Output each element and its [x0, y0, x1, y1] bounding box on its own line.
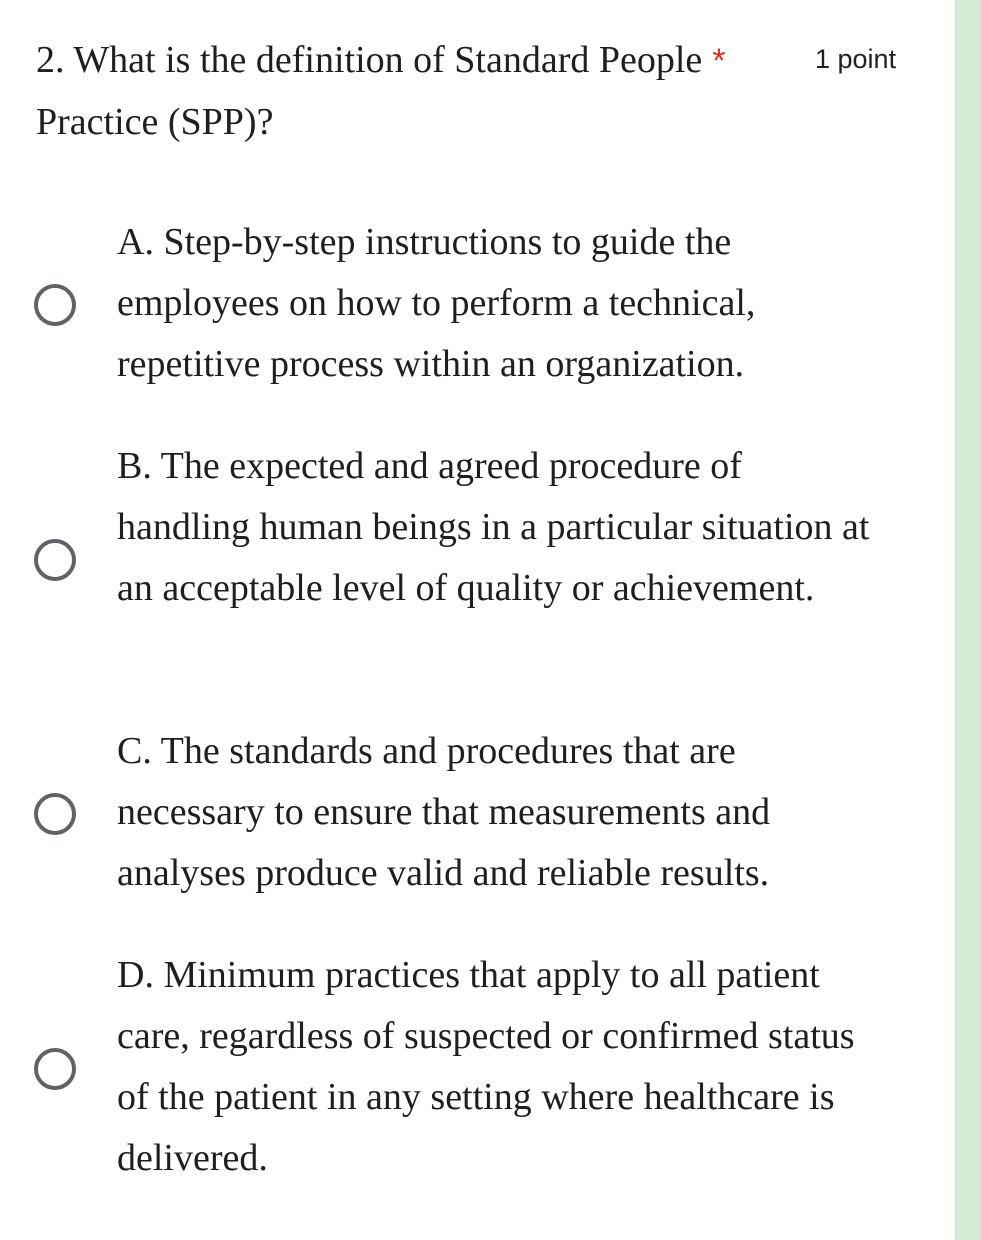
option-a[interactable] — [0, 212, 950, 398]
option-b[interactable] — [0, 436, 950, 683]
option-c-label: C. The standards and procedures that are necessary to ensure that measurements and analyses produce valid and reliable results. — [117, 730, 771, 894]
radio-option-b[interactable] — [34, 539, 76, 581]
option-d[interactable] — [0, 945, 950, 1192]
question-title-line1: 2. What is the definition of Standard People — [36, 39, 703, 81]
option-c[interactable] — [0, 721, 950, 907]
radio-option-d[interactable] — [34, 1048, 76, 1090]
option-a-label: A. Step-by-step instructions to guide the employees on how to perform a technical, repetitive process within an organization. — [117, 221, 756, 385]
question-title-line2: Practice (SPP)? — [36, 101, 274, 143]
question-title — [36, 30, 776, 153]
points-label: 1 point — [815, 44, 897, 74]
side-strip — [955, 0, 981, 1240]
radio-option-a[interactable] — [34, 284, 76, 326]
option-d-label: D. Minimum practices that apply to all patient care, regardless of suspected or confirmed status of the patient in any setting where healthcare is delivered. — [117, 954, 855, 1179]
option-b-label: B. The expected and agreed procedure of handling human beings in a particular situation at an acceptable level of quality or achievement. — [117, 445, 870, 609]
radio-option-c[interactable] — [34, 793, 76, 835]
required-asterisk: * — [712, 42, 726, 80]
